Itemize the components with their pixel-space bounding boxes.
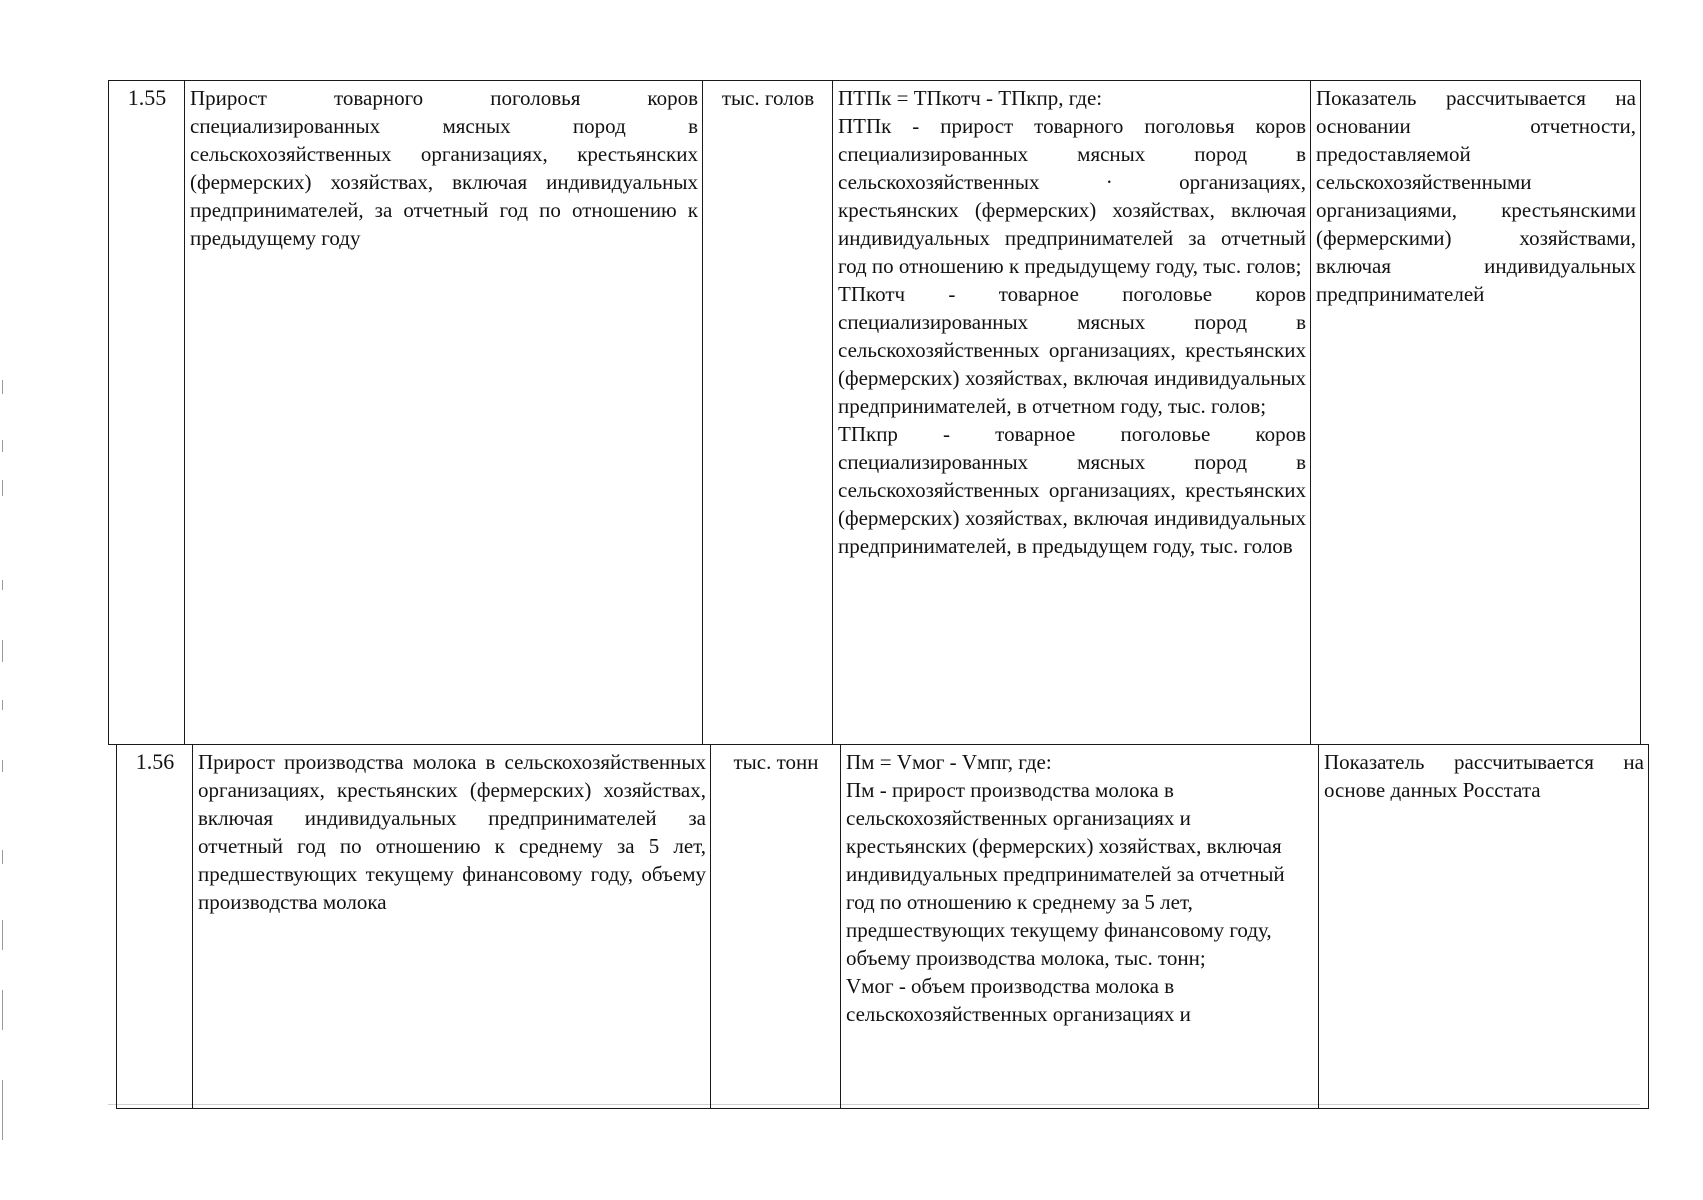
unit-of-measure: тыс. тонн bbox=[711, 745, 841, 1109]
formula-definition: ТПкпр - товарное поголовье коров специализированных мясных пород в сельскохозяйственных организациях, крестьянских (фермерских) хозяйствах, включая индивидуальных предпринимателей, в предыдущем году, тыс. голов bbox=[838, 422, 1306, 558]
calculation-method: Показатель рассчитывается на основе данных Росстата bbox=[1319, 745, 1649, 1109]
table-row bbox=[109, 81, 1641, 745]
row-number: 1.55 bbox=[109, 81, 185, 745]
formula-definition: Пм - прирост производства молока в сельскохозяйственных организациях и крестьянских (фермерских) хозяйствах, включая индивидуальных предпринимателей за отчетный год по отношению к среднему за 5 лет, предшествующих текущему финансовому году, объему производства молока, тыс. тонн; bbox=[846, 778, 1285, 970]
indicator-table-row-1-55 bbox=[108, 80, 1641, 745]
indicator-name: Прирост производства молока в сельскохозяйственных организациях, крестьянских (фермерских) хозяйствах, включая индивидуальных предпринимателей за отчетный год по отношению к среднему за 5 лет, предшествующих текущему финансовому году, объему производства молока bbox=[193, 745, 711, 1109]
unit-of-measure: тыс. голов bbox=[703, 81, 833, 745]
indicator-name: Прирост товарного поголовья коров специализированных мясных пород в сельскохозяйственных организациях, крестьянских (фермерских) хозяйствах, включая индивидуальных предпринимателей, за отчетный год по отношению к предыдущему году bbox=[185, 81, 703, 745]
row-number: 1.56 bbox=[117, 745, 193, 1109]
calculation-method: Показатель рассчитывается на основании отчетности, предоставляемой сельскохозяйственными организациями, крестьянскими (фермерскими) хозяйствами, включая индивидуальных предпринимателей bbox=[1311, 81, 1641, 745]
formula: Пм = Vмог - Vмпг, где: bbox=[846, 750, 1052, 774]
calculation-formula-cell bbox=[841, 745, 1319, 1109]
formula-definition: ПТПк - прирост товарного поголовья коров специализированных мясных пород в сельскохозяйственных · организациях, крестьянских (фермерских) хозяйствах, включая индивидуальных предпринимателей за отчетный год по отношению к предыдущему году, тыс. голов; bbox=[838, 114, 1306, 278]
indicator-table-row-1-56 bbox=[116, 744, 1649, 1109]
formula-definition: Vмог - объем производства молока в сельскохозяйственных организациях и bbox=[846, 974, 1191, 1026]
formula-definition: ТПкотч - товарное поголовье коров специализированных мясных пород в сельскохозяйственных организациях, крестьянских (фермерских) хозяйствах, включая индивидуальных предпринимателей, в отчетном году, тыс. голов; bbox=[838, 282, 1306, 418]
table-row bbox=[117, 745, 1649, 1109]
formula: ПТПк = ТПкотч - ТПкпр, где: bbox=[838, 86, 1103, 110]
scan-edge-marks bbox=[0, 380, 6, 1200]
calculation-formula-cell bbox=[833, 81, 1311, 745]
